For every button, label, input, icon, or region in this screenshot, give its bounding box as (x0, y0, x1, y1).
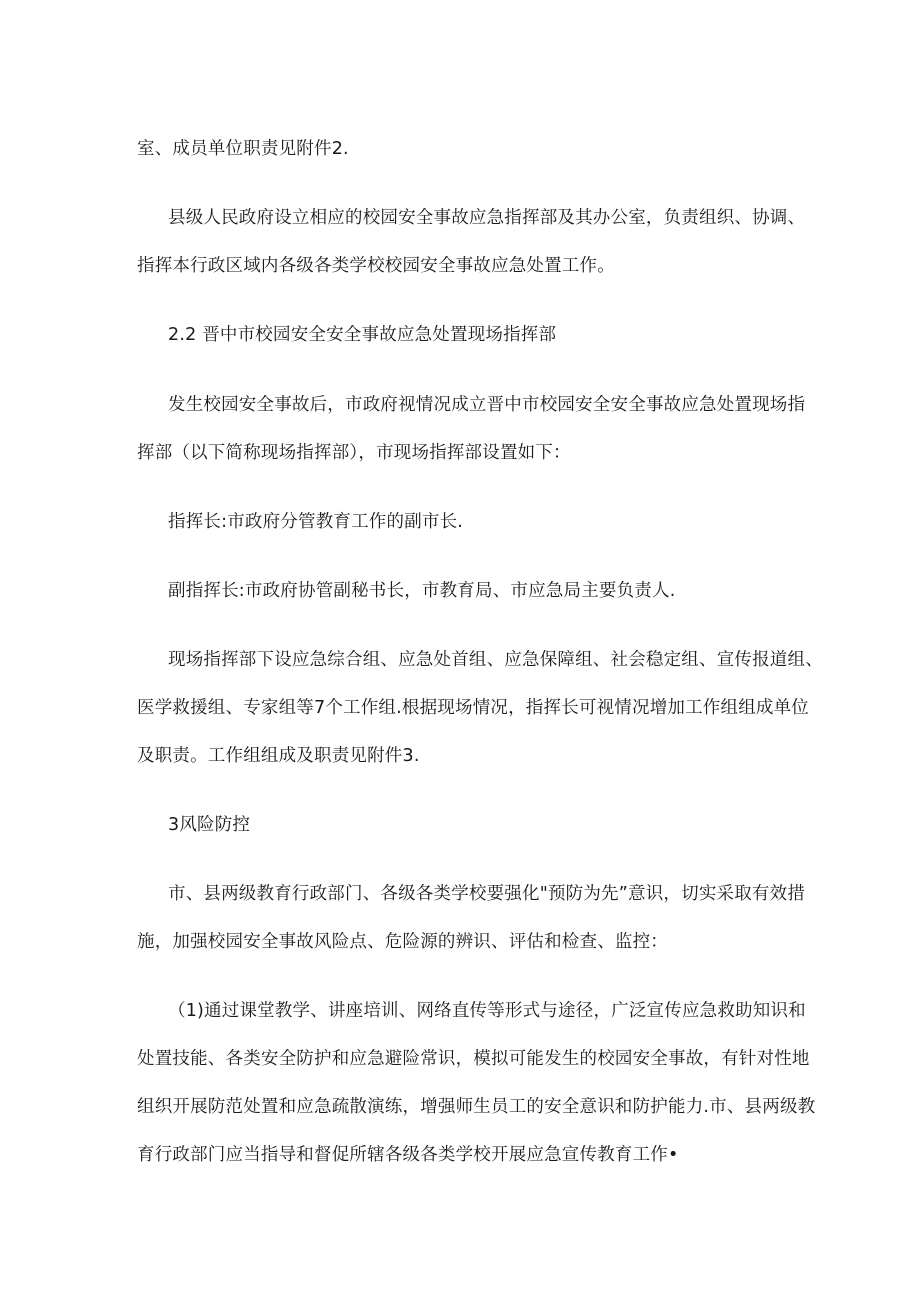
paragraph-line: 医学救援组、专家组等7个工作组.根据现场情况，指挥长可视情况增加工作组组成单位 (137, 698, 809, 718)
paragraph-line: 指挥本行政区域内各级各类学校校园安全事故应急处置工作。 (137, 256, 615, 276)
paragraph-line: 现场指挥部下设应急综合组、应急处首组、应急保障组、社会稳定组、宣传报道组、 (168, 650, 823, 670)
paragraph-line: 施，加强校园安全事故风险点、危险源的辨识、评估和检查、监控： (137, 932, 668, 952)
section-heading: 3风险防控 (168, 815, 251, 835)
paragraph-line: 挥部（以下简称现场指挥部），市现场指挥部设置如下： (137, 443, 571, 463)
paragraph-line: 指挥长:市政府分管教育工作的副市长. (168, 512, 464, 532)
section-heading: 2.2 晋中市校园安全安全事故应急处置现场指挥部 (168, 325, 557, 345)
paragraph-line: 发生校园安全事故后，市政府视情况成立晋中市校园安全安全事故应急处置现场指 (168, 395, 806, 415)
paragraph-line: （1)通过课堂教学、讲座培训、网络直传等形式与途径，广泛宣传应急救助知识和 (168, 1001, 806, 1021)
paragraph-line: 室、成员单位职责见附件2. (137, 139, 349, 159)
paragraph-line: 及职责。工作组组成及职责见附件3. (137, 746, 420, 766)
paragraph-line: 市、县两级教育行政部门、各级各类学校要强化"预防为先”意识，切实采取有效措 (168, 884, 806, 904)
paragraph-line: 组织开展防范处置和应急疏散演练，增强师生员工的安全意识和防护能力.市、县两级教 (137, 1097, 816, 1117)
paragraph-line: 县级人民政府设立相应的校园安全事故应急指挥部及其办公室，负责组织、协调、 (168, 208, 806, 228)
paragraph-line: 处置技能、各类安全防护和应急避险常识，模拟可能发生的校园安全事故，有针对性地 (137, 1049, 810, 1069)
paragraph-line: 副指挥长:市政府协管副秘书长，市教育局、市应急局主要负责人. (168, 581, 676, 601)
paragraph-line: 育行政部门应当指导和督促所辖各级各类学校开展应急宣传教育工作• (137, 1145, 679, 1165)
